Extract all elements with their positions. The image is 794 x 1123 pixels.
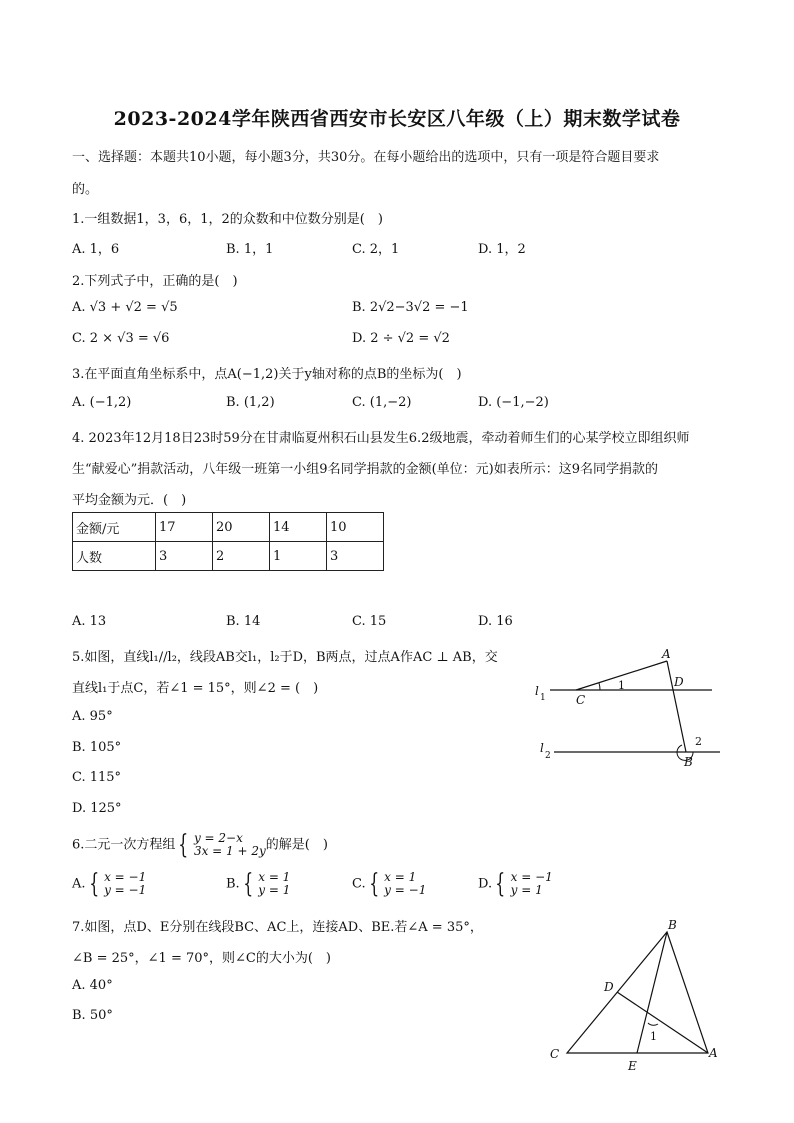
q2-option-c: C. 2 × √3 = √6	[72, 331, 170, 346]
segment-ad	[617, 992, 708, 1053]
label-e: E	[628, 1059, 637, 1073]
label-d: D	[604, 980, 614, 994]
q5-option-c: C. 115°	[72, 770, 122, 785]
label-c: C	[576, 693, 586, 707]
label-angle-1: 1	[650, 1030, 657, 1043]
q4-stem-line3: 平均金额为元．( )	[72, 493, 187, 508]
option-row: x = −1	[104, 870, 147, 884]
q5-option-a: A. 95°	[72, 709, 113, 724]
label-l2: l	[540, 741, 544, 755]
q1-option-d: D. 1，2	[478, 242, 526, 257]
label-a: A	[709, 1046, 718, 1060]
label-angle-1: 1	[618, 679, 625, 692]
label-angle-2: 2	[695, 735, 702, 748]
q4-option-a: A. 13	[72, 614, 107, 629]
q7-option-b: B. 50°	[72, 1008, 113, 1023]
option-row: x = −1	[510, 870, 553, 884]
option-letter: A.	[72, 876, 86, 892]
option-letter: B.	[226, 876, 240, 892]
label-d: D	[674, 675, 684, 689]
label-b: B	[668, 918, 677, 932]
option-letter: C.	[352, 876, 366, 892]
table-cell: 3	[156, 542, 213, 571]
q1-stem: 1.一组数据1，3，6，1，2的众数和中位数分别是( )	[72, 212, 383, 227]
q5-option-b: B. 105°	[72, 740, 122, 755]
q3-stem: 3.在平面直角坐标系中，点A(−1,2)关于y轴对称的点B的坐标为( )	[72, 367, 462, 382]
page-title: 2023-2024学年陕西省西安市长安区八年级（上）期末数学试卷	[113, 108, 681, 130]
option-row: x = 1	[258, 870, 291, 884]
q1-option-a: A. 1，6	[72, 242, 120, 257]
label-l1-sub: 1	[540, 693, 546, 703]
label-c: C	[550, 1047, 560, 1061]
label-a: A	[662, 647, 671, 661]
angle-1-arc	[648, 1023, 658, 1025]
q3-option-a: A. (−1,2)	[72, 395, 132, 410]
q7-stem-line1: 7.如图，点D、E分别在线段BC、AC上，连接AD、BE.若∠A = 35°，	[72, 920, 483, 935]
table-cell: 17	[156, 513, 213, 542]
option-row: x = 1	[384, 870, 417, 884]
q3-option-c: C. (1,−2)	[352, 395, 412, 410]
q5-stem-line2: 直线l₁于点C，若∠1 = 15°，则∠2 = ( )	[72, 681, 319, 696]
table-cell: 20	[213, 513, 270, 542]
q4-option-b: B. 14	[226, 614, 261, 629]
table-cell: 14	[270, 513, 327, 542]
option-letter: D.	[478, 876, 493, 892]
q6-system-eq1: y = 2−x	[193, 831, 243, 845]
q4-option-c: C. 15	[352, 614, 387, 629]
q2-stem: 2.下列式子中，正确的是( )	[72, 274, 238, 289]
table-cell: 人数	[73, 542, 156, 571]
q7-option-a: A. 40°	[72, 978, 113, 993]
q6-stem-suffix: 的解是( )	[265, 837, 328, 853]
q6-stem-prefix: 6.二元一次方程组	[72, 837, 176, 853]
triangle-abc	[567, 932, 708, 1053]
option-row: y = 1	[510, 883, 543, 897]
option-row: y = −1	[384, 883, 427, 897]
label-l2-sub: 2	[545, 751, 551, 761]
section-intro-line1: 一、选择题：本题共10小题，每小题3分，共30分。在每小题给出的选项中，只有一项是符合题目要求	[72, 150, 660, 165]
table-cell: 10	[327, 513, 384, 542]
q1-option-b: B. 1，1	[226, 242, 274, 257]
q2-option-b: B. 2√2−3√2 = −1	[352, 300, 469, 315]
label-b: B	[684, 755, 693, 769]
label-l1: l	[535, 684, 539, 698]
q3-option-b: B. (1,2)	[226, 395, 275, 410]
section-intro-line2: 的。	[72, 182, 99, 197]
q1-option-c: C. 2，1	[352, 242, 400, 257]
option-row: y = 1	[258, 883, 291, 897]
q4-option-d: D. 16	[478, 614, 513, 629]
option-row: y = −1	[104, 883, 147, 897]
q3-option-d: D. (−1,−2)	[478, 395, 549, 410]
table-cell: 金额/元	[73, 513, 156, 542]
q6-option-d: D. { x = −1 y = 1	[478, 869, 553, 899]
q4-stem-line2: 生“献爱心”捐款活动，八年级一班第一小组9名同学捐款的金额(单位：元)如表所示：这9名同学捐款的	[72, 462, 658, 477]
q6-option-a: A. { x = −1 y = −1	[72, 869, 147, 899]
q2-option-d: D. 2 ÷ √2 = √2	[352, 331, 450, 346]
q6-system-eq2: 3x = 1 + 2y	[193, 844, 266, 858]
q2-option-a: A. √3 + √2 = √5	[72, 300, 178, 315]
table-cell: 2	[213, 542, 270, 571]
q5-stem-line1: 5.如图，直线l₁//l₂，线段AB交l₁，l₂于D，B两点，过点A作AC ⊥ AB，交	[72, 650, 498, 665]
table-cell: 1	[270, 542, 327, 571]
q6-option-b: B. { x = 1 y = 1	[226, 869, 291, 899]
q5-option-d: D. 125°	[72, 801, 122, 816]
q6-system: { y = 2−x 3x = 1 + 2y	[178, 830, 266, 860]
q7-stem-line2: ∠B = 25°，∠1 = 70°，则∠C的大小为( )	[72, 951, 331, 966]
q6-option-c: C. { x = 1 y = −1	[352, 869, 427, 899]
q4-stem-line1: 4. 2023年12月18日23时59分在甘肃临夏州积石山县发生6.2级地震，牵动着师生们的心某学校立即组织师	[72, 431, 690, 446]
table-cell: 3	[327, 542, 384, 571]
